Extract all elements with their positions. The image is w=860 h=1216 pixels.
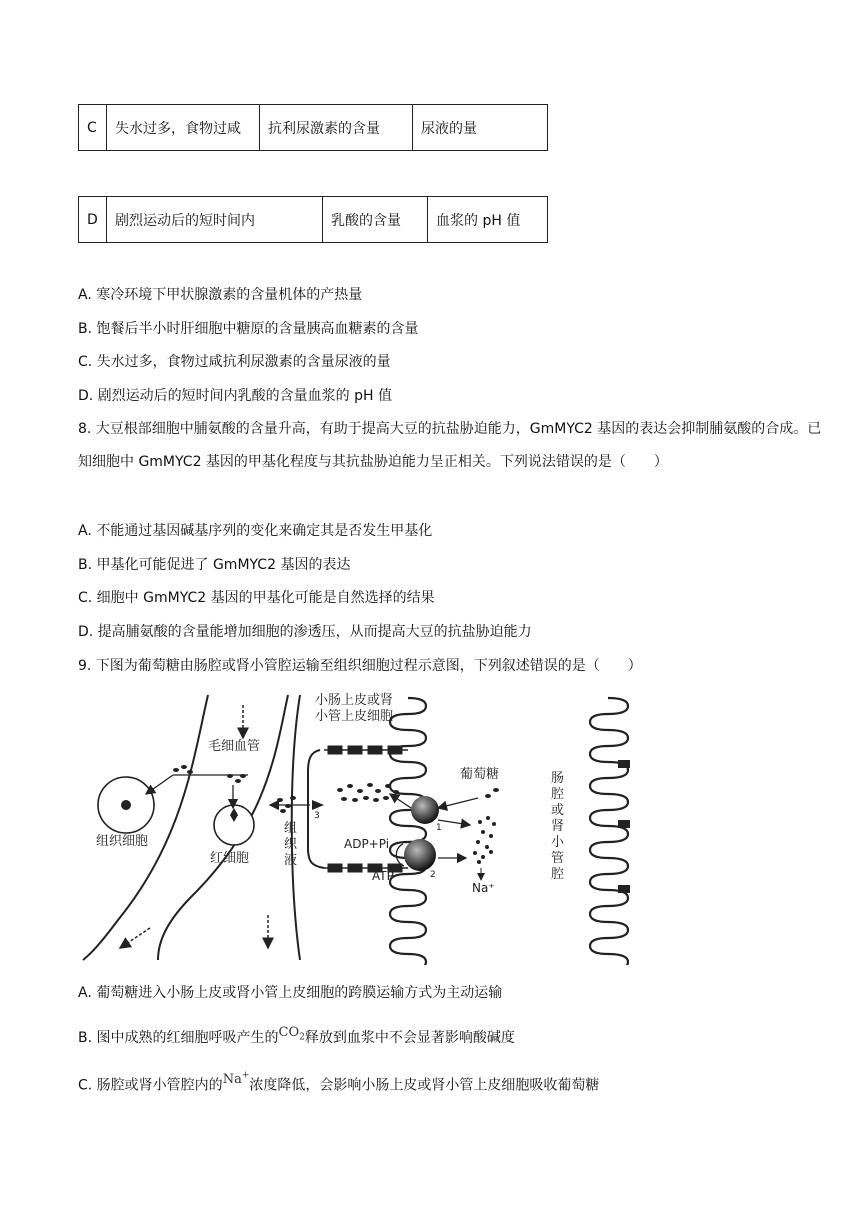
- table-d-y: 血浆的 pH 值: [428, 197, 548, 243]
- q8-stem: 8. 大豆根部细胞中脯氨酸的含量升高，有助于提高大豆的抗盐胁迫能力，GmMYC2 基因的表达会抑制脯氨酸的合成。已知细胞中 GmMYC2 基因的甲基化程度与其抗盐胁迫能力呈正相关。下列说法错误的是（ ）: [78, 421, 822, 470]
- fluid-char-2: 液: [284, 853, 298, 868]
- capillary-wall-left: [83, 695, 208, 960]
- label-1: 1: [436, 823, 442, 833]
- lumen-char-1: 腔: [551, 787, 565, 802]
- na-k-pump-2: [404, 839, 436, 871]
- label-interstitial-fluid: [284, 821, 298, 868]
- fluid-char-0: 组: [284, 821, 298, 836]
- label-na: Na⁺: [472, 881, 495, 895]
- label-adp: ADP+Pi: [344, 837, 390, 851]
- lumen-char-0: 肠: [551, 771, 565, 786]
- opposite-microvilli: [590, 698, 628, 965]
- table-d-letter: D: [79, 197, 107, 243]
- table-c-x: 抗利尿激素的含量: [260, 105, 413, 151]
- epithelial-cell-outline: [308, 750, 324, 868]
- table-c-condition: 失水过多，食物过咸: [107, 105, 260, 151]
- glucose-transport-diagram: [78, 690, 678, 965]
- label-glucose: 葡萄糖: [460, 767, 500, 782]
- q7-option-c: C. 失水过多，食物过咸抗利尿激素的含量尿液的量: [78, 354, 391, 370]
- label-epithelium-2: 小管上皮细胞: [315, 709, 394, 724]
- lumen-char-6: 腔: [551, 867, 565, 882]
- glucose-carrier-1: [411, 796, 439, 824]
- table-c-y: 尿液的量: [413, 105, 548, 151]
- lumen-char-4: 小: [551, 835, 565, 850]
- q7-option-a: A. 寒冷环境下甲状腺激素的含量机体的产热量: [78, 287, 363, 303]
- q9-option-b-post: 释放到血浆中不会显著影响酸碱度: [304, 1030, 515, 1046]
- label-atp: ATP: [372, 869, 394, 883]
- fluid-char-1: 织: [284, 837, 298, 852]
- label-lumen: [551, 771, 565, 882]
- q9-option-a: A. 葡萄糖进入小肠上皮或肾小管上皮细胞的跨膜运输方式为主动运输: [78, 985, 503, 1001]
- table-d-condition: 剧烈运动后的短时间内: [107, 197, 323, 243]
- q9-stem: 9. 下图为葡萄糖由肠腔或肾小管腔运输至组织细胞过程示意图，下列叙述错误的是（ ）: [78, 658, 642, 674]
- label-capillary: 毛细血管: [208, 739, 261, 754]
- na-formula: [223, 1072, 250, 1087]
- q7-option-d: D. 剧烈运动后的短时间内乳酸的含量血浆的 pH 值: [78, 388, 392, 404]
- co2-formula: [278, 1025, 305, 1043]
- co2-sub: 2: [299, 1032, 305, 1043]
- table-c-letter: C: [79, 105, 107, 151]
- q9-option-c-pre: C. 肠腔或肾小管腔内的: [78, 1077, 223, 1094]
- na-sup: +: [241, 1071, 250, 1081]
- label-3: 3: [314, 811, 320, 821]
- label-2: 2: [430, 870, 436, 880]
- q8-option-d: D. 提高脯氨酸的含量能增加细胞的渗透压，从而提高大豆的抗盐胁迫能力: [78, 624, 532, 640]
- label-epithelium-1: 小肠上皮或肾: [315, 693, 394, 708]
- lumen-char-5: 管: [551, 851, 565, 866]
- q9-option-c: [78, 1072, 599, 1096]
- label-tissue-cell: 组织细胞: [96, 834, 149, 849]
- option-table-c: [78, 104, 548, 151]
- option-table-d: [78, 196, 548, 243]
- label-rbc: 红细胞: [210, 851, 250, 866]
- q9-option-c-post: 浓度降低，会影响小肠上皮或肾小管上皮细胞吸收葡萄糖: [249, 1077, 600, 1094]
- table-d-x: 乳酸的含量: [323, 197, 428, 243]
- q7-option-b: B. 饱餐后半小时肝细胞中糖原的含量胰高血糖素的含量: [78, 321, 419, 337]
- microvilli-membrane: [390, 698, 426, 965]
- q8-option-b: B. 甲基化可能促进了 GmMYC2 基因的表达: [78, 557, 351, 573]
- q9-option-b-pre: B. 图中成熟的红细胞呼吸产生的: [78, 1030, 279, 1046]
- lumen-char-2: 或: [551, 803, 565, 818]
- q8-option-c: C. 细胞中 GmMYC2 基因的甲基化可能是自然选择的结果: [78, 590, 435, 606]
- q8-option-a: A. 不能通过基因碱基序列的变化来确定其是否发生甲基化: [78, 523, 433, 539]
- co2-base: CO: [278, 1025, 300, 1040]
- lumen-char-3: 肾: [551, 819, 565, 834]
- na-base: Na: [222, 1072, 242, 1088]
- q9-option-b: [78, 1025, 515, 1054]
